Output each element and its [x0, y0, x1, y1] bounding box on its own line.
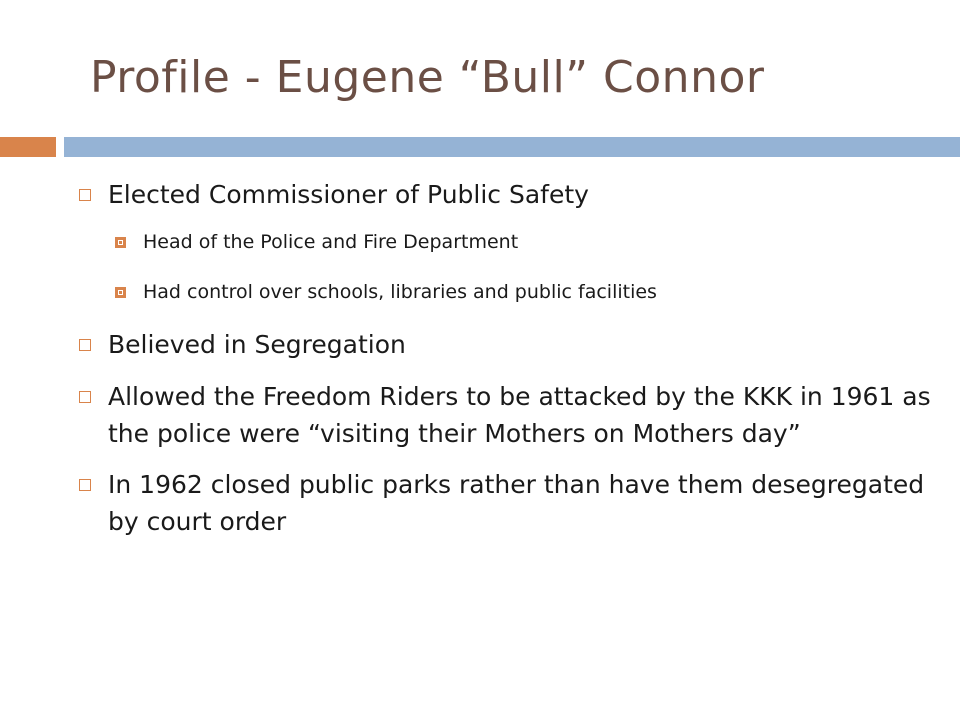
bullet-text: Allowed the Freedom Riders to be attacked by the KKK in 1961 as the police were “visiting their Mothers on Mothers day” — [108, 382, 931, 448]
filled-square-bullet-icon — [115, 287, 126, 298]
hollow-square-bullet-icon — [79, 189, 91, 201]
sub-bullet-item — [75, 228, 935, 256]
bullet-text: Believed in Segregation — [108, 330, 406, 359]
bullet-item — [75, 176, 935, 213]
hollow-square-bullet-icon — [79, 339, 91, 351]
hollow-square-bullet-icon — [79, 391, 91, 403]
bullet-item — [75, 326, 935, 363]
sub-bullet-text: Had control over schools, libraries and public facilities — [143, 281, 657, 303]
bullet-text: In 1962 closed public parks rather than have them desegregated by court order — [108, 470, 925, 536]
sub-bullet-text: Head of the Police and Fire Department — [143, 231, 519, 253]
slide-title: Profile - Eugene “Bull” Connor — [90, 52, 765, 103]
bullet-item — [75, 466, 935, 540]
accent-bar-blue — [64, 137, 960, 157]
bullet-list — [75, 176, 935, 540]
filled-square-bullet-icon — [115, 237, 126, 248]
hollow-square-bullet-icon — [79, 479, 91, 491]
sub-bullet-item — [75, 278, 935, 306]
bullet-text: Elected Commissioner of Public Safety — [108, 180, 589, 209]
accent-bar-orange — [0, 137, 56, 157]
bullet-item — [75, 378, 935, 452]
